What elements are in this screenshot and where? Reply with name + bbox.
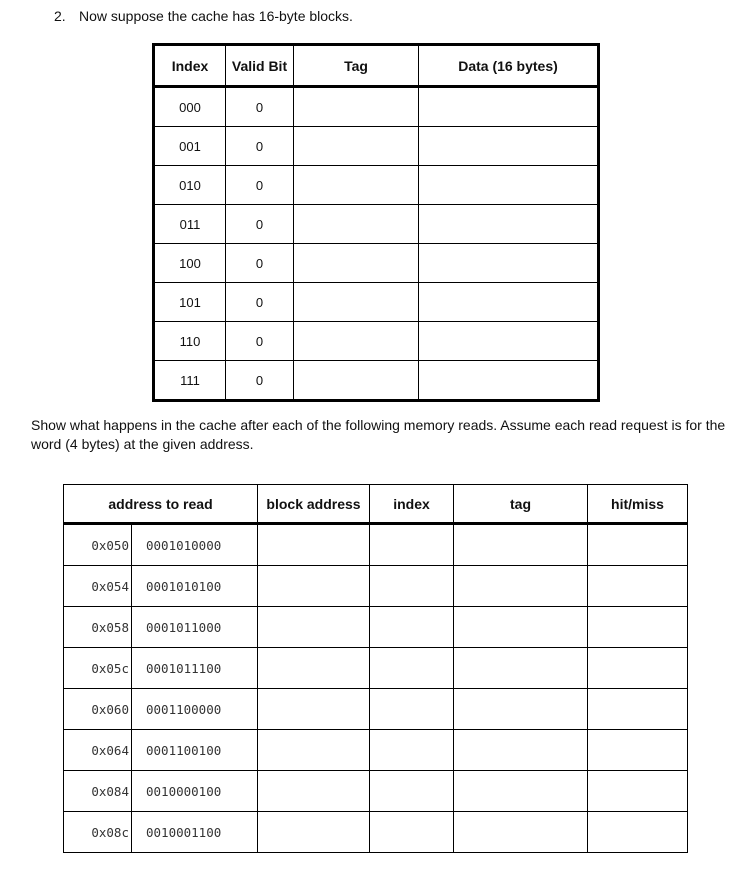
- index-cell[interactable]: [370, 607, 454, 648]
- block-address-cell[interactable]: [258, 648, 370, 689]
- hit-miss-cell[interactable]: [588, 689, 688, 730]
- binary-address-cell: 0001011100: [132, 648, 258, 689]
- instructions-text: Show what happens in the cache after each of the following memory reads. Assume each read request is for the word (4 bytes) at the given address.: [31, 417, 726, 452]
- cache-valid-cell: 0: [226, 205, 294, 244]
- tag-cell[interactable]: [454, 689, 588, 730]
- cache-index-cell: 001: [154, 127, 226, 166]
- tag-cell[interactable]: [454, 771, 588, 812]
- block-address-cell[interactable]: [258, 524, 370, 566]
- cache-data-cell[interactable]: [419, 87, 599, 127]
- hit-miss-cell[interactable]: [588, 524, 688, 566]
- cache-valid-cell: 0: [226, 87, 294, 127]
- cache-tag-cell[interactable]: [294, 166, 419, 205]
- cache-data-cell[interactable]: [419, 244, 599, 283]
- tag-cell[interactable]: [454, 648, 588, 689]
- header-tag: Tag: [294, 45, 419, 87]
- cache-valid-cell: 0: [226, 166, 294, 205]
- cache-valid-cell: 0: [226, 127, 294, 166]
- cache-row: [154, 166, 599, 205]
- cache-row: [154, 205, 599, 244]
- header-tag: tag: [454, 485, 588, 524]
- cache-row: [154, 244, 599, 283]
- cache-tag-cell[interactable]: [294, 127, 419, 166]
- hit-miss-cell[interactable]: [588, 812, 688, 853]
- block-address-cell[interactable]: [258, 689, 370, 730]
- read-row: [64, 566, 688, 607]
- hit-miss-cell[interactable]: [588, 730, 688, 771]
- binary-address-cell: 0001100000: [132, 689, 258, 730]
- cache-tag-cell[interactable]: [294, 205, 419, 244]
- cache-tag-cell[interactable]: [294, 87, 419, 127]
- binary-address-cell: 0001011000: [132, 607, 258, 648]
- cache-data-cell[interactable]: [419, 127, 599, 166]
- read-row: [64, 771, 688, 812]
- hex-address-cell: 0x05c: [64, 648, 132, 689]
- cache-index-cell: 000: [154, 87, 226, 127]
- hex-address-cell: 0x058: [64, 607, 132, 648]
- header-block-address: block address: [258, 485, 370, 524]
- header-index: index: [370, 485, 454, 524]
- cache-data-cell[interactable]: [419, 166, 599, 205]
- read-row: [64, 730, 688, 771]
- cache-data-cell[interactable]: [419, 283, 599, 322]
- block-address-cell[interactable]: [258, 730, 370, 771]
- header-valid-bit: Valid Bit: [226, 45, 294, 87]
- cache-header-row: [154, 45, 599, 87]
- memory-reads-table: [63, 484, 688, 853]
- cache-data-cell[interactable]: [419, 205, 599, 244]
- cache-row: [154, 361, 599, 401]
- cache-valid-cell: 0: [226, 283, 294, 322]
- index-cell[interactable]: [370, 566, 454, 607]
- index-cell[interactable]: [370, 524, 454, 566]
- index-cell[interactable]: [370, 771, 454, 812]
- cache-row: [154, 127, 599, 166]
- tag-cell[interactable]: [454, 730, 588, 771]
- tag-cell[interactable]: [454, 812, 588, 853]
- block-address-cell[interactable]: [258, 771, 370, 812]
- question-text: Now suppose the cache has 16-byte blocks.: [79, 8, 353, 24]
- cache-row: [154, 283, 599, 322]
- cache-valid-cell: 0: [226, 244, 294, 283]
- header-address-to-read: address to read: [64, 485, 258, 524]
- read-row: [64, 689, 688, 730]
- hit-miss-cell[interactable]: [588, 607, 688, 648]
- cache-tag-cell[interactable]: [294, 244, 419, 283]
- hex-address-cell: 0x054: [64, 566, 132, 607]
- cache-data-cell[interactable]: [419, 322, 599, 361]
- cache-index-cell: 111: [154, 361, 226, 401]
- cache-valid-cell: 0: [226, 322, 294, 361]
- cache-tag-cell[interactable]: [294, 361, 419, 401]
- cache-tag-cell[interactable]: [294, 322, 419, 361]
- question-number: 2.: [54, 8, 66, 24]
- hex-address-cell: 0x064: [64, 730, 132, 771]
- block-address-cell[interactable]: [258, 812, 370, 853]
- hit-miss-cell[interactable]: [588, 648, 688, 689]
- cache-data-cell[interactable]: [419, 361, 599, 401]
- cache-valid-cell: 0: [226, 361, 294, 401]
- index-cell[interactable]: [370, 648, 454, 689]
- binary-address-cell: 0010001100: [132, 812, 258, 853]
- index-cell[interactable]: [370, 812, 454, 853]
- cache-table: [152, 43, 600, 402]
- cache-index-cell: 110: [154, 322, 226, 361]
- header-index: Index: [154, 45, 226, 87]
- cache-tag-cell[interactable]: [294, 283, 419, 322]
- binary-address-cell: 0001010000: [132, 524, 258, 566]
- read-row: [64, 812, 688, 853]
- cache-row: [154, 322, 599, 361]
- cache-index-cell: 100: [154, 244, 226, 283]
- index-cell[interactable]: [370, 730, 454, 771]
- tag-cell[interactable]: [454, 607, 588, 648]
- header-hit-miss: hit/miss: [588, 485, 688, 524]
- cache-index-cell: 101: [154, 283, 226, 322]
- tag-cell[interactable]: [454, 524, 588, 566]
- hex-address-cell: 0x060: [64, 689, 132, 730]
- block-address-cell[interactable]: [258, 566, 370, 607]
- hex-address-cell: 0x084: [64, 771, 132, 812]
- block-address-cell[interactable]: [258, 607, 370, 648]
- index-cell[interactable]: [370, 689, 454, 730]
- tag-cell[interactable]: [454, 566, 588, 607]
- read-row: [64, 648, 688, 689]
- hit-miss-cell[interactable]: [588, 771, 688, 812]
- hex-address-cell: 0x050: [91, 537, 129, 553]
- reads-header-row: [64, 485, 688, 524]
- header-data: Data (16 bytes): [419, 45, 599, 87]
- question-heading: [54, 8, 353, 24]
- read-row: [64, 607, 688, 648]
- cache-index-cell: 010: [154, 166, 226, 205]
- hex-address-cell: 0x08c: [64, 812, 132, 853]
- cache-row: [154, 87, 599, 127]
- binary-address-cell: 0001010100: [132, 566, 258, 607]
- binary-address-cell: 0001100100: [132, 730, 258, 771]
- binary-address-cell: 0010000100: [132, 771, 258, 812]
- read-row: [64, 524, 688, 566]
- hit-miss-cell[interactable]: [588, 566, 688, 607]
- cache-index-cell: 011: [154, 205, 226, 244]
